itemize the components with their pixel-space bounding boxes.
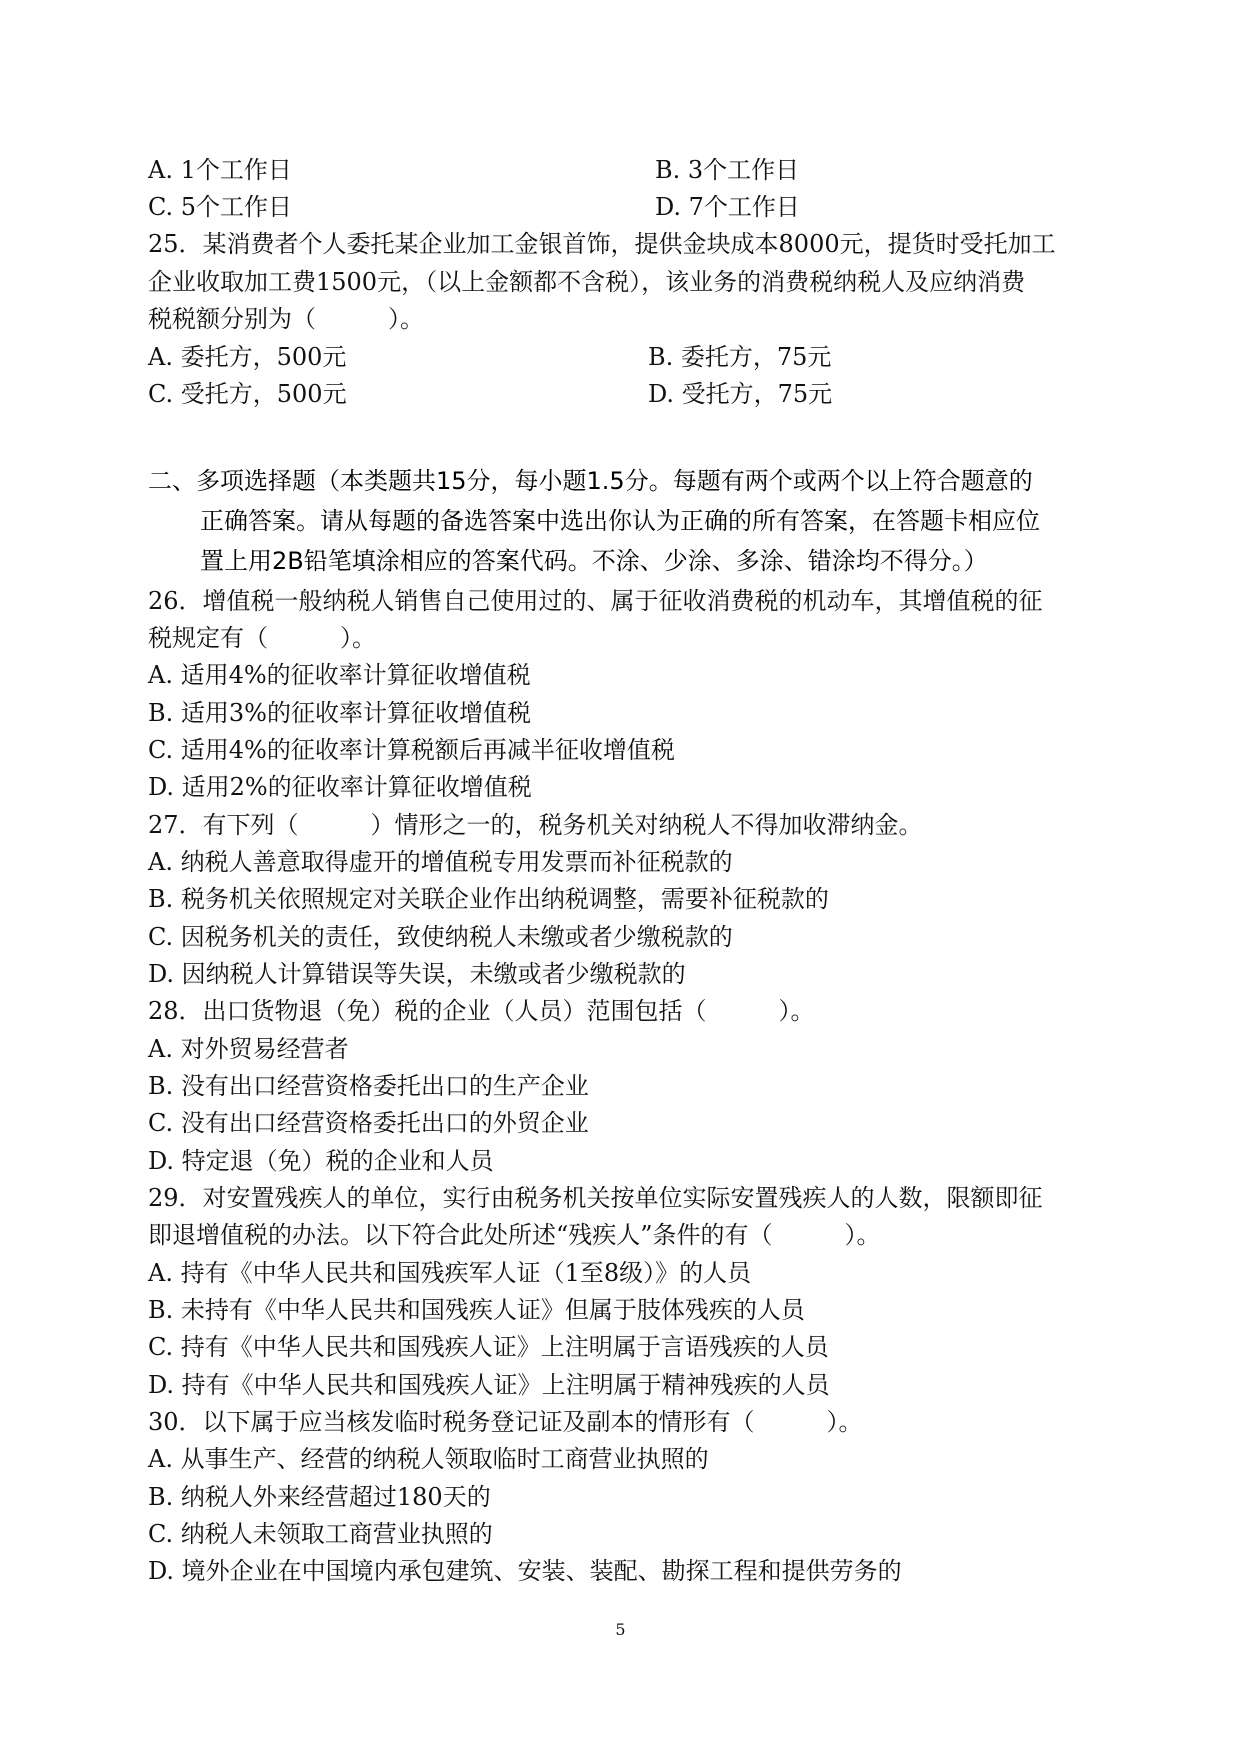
q26-option-c: C. 适用4%的征收率计算税额后再减半征收增值税 — [148, 736, 675, 764]
q28-option-d: D. 特定退（免）税的企业和人员 — [148, 1147, 494, 1175]
q26-option-d: D. 适用2%的征收率计算征收增值税 — [148, 773, 532, 801]
q25-stem-line-3: 税税额分别为（ ）。 — [148, 305, 424, 333]
q28-option-b: B. 没有出口经营资格委托出口的生产企业 — [148, 1072, 589, 1100]
q25-option-a: A. 委托方，500元 — [148, 343, 347, 371]
q28-option-a: A. 对外贸易经营者 — [148, 1035, 349, 1063]
q25-stem-line-1: 25．某消费者个人委托某企业加工金银首饰，提供金块成本8000元，提货时受托加工 — [148, 230, 1056, 258]
q24-option-a: A. 1个工作日 — [148, 156, 292, 184]
q30-option-a: A. 从事生产、经营的纳税人领取临时工商营业执照的 — [148, 1445, 709, 1473]
q27-stem-line-1: 27．有下列（ ）情形之一的，税务机关对纳税人不得加收滞纳金。 — [148, 811, 923, 839]
q26-stem-line-2: 税规定有（ ）。 — [148, 624, 376, 652]
q29-option-a: A. 持有《中华人民共和国残疾军人证（1至8级）》的人员 — [148, 1259, 752, 1287]
q30-option-b: B. 纳税人外来经营超过180天的 — [148, 1483, 491, 1511]
q26-stem-line-1: 26．增值税一般纳税人销售自己使用过的、属于征收消费税的机动车，其增值税的征 — [148, 587, 1043, 615]
q25-option-c: C. 受托方，500元 — [148, 380, 347, 408]
q29-stem-line-2: 即退增值税的办法。以下符合此处所述“残疾人”条件的有（ ）。 — [148, 1221, 881, 1249]
section2-heading-line-1: 二、多项选择题（本类题共15分，每小题1.5分。每题有两个或两个以上符合题意的 — [148, 467, 1033, 495]
q24-option-c: C. 5个工作日 — [148, 193, 293, 221]
q27-option-a: A. 纳税人善意取得虚开的增值税专用发票而补征税款的 — [148, 848, 733, 876]
q24-option-d: D. 7个工作日 — [655, 193, 800, 221]
q25-option-b: B. 委托方，75元 — [648, 343, 832, 371]
q25-stem-line-2: 企业收取加工费1500元，（以上金额都不含税），该业务的消费税纳税人及应纳消费 — [148, 268, 1026, 296]
page-number: 5 — [615, 1620, 626, 1639]
q30-option-d: D. 境外企业在中国境内承包建筑、安装、装配、勘探工程和提供劳务的 — [148, 1557, 902, 1585]
q25-option-d: D. 受托方，75元 — [648, 380, 833, 408]
q28-stem-line-1: 28．出口货物退（免）税的企业（人员）范围包括（ ）。 — [148, 997, 815, 1025]
q29-option-c: C. 持有《中华人民共和国残疾人证》上注明属于言语残疾的人员 — [148, 1333, 829, 1361]
q29-option-d: D. 持有《中华人民共和国残疾人证》上注明属于精神残疾的人员 — [148, 1371, 830, 1399]
q27-option-d: D. 因纳税人计算错误等失误，未缴或者少缴税款的 — [148, 960, 686, 988]
q26-option-a: A. 适用4%的征收率计算征收增值税 — [148, 661, 531, 689]
q29-option-b: B. 未持有《中华人民共和国残疾人证》但属于肢体残疾的人员 — [148, 1296, 805, 1324]
q30-stem-line-1: 30．以下属于应当核发临时税务登记证及副本的情形有（ ）。 — [148, 1408, 863, 1436]
section2-heading-line-3: 置上用2B铅笔填涂相应的答案代码。不涂、少涂、多涂、错涂均不得分。） — [200, 547, 988, 575]
q27-option-b: B. 税务机关依照规定对关联企业作出纳税调整，需要补征税款的 — [148, 885, 829, 913]
q29-stem-line-1: 29．对安置残疾人的单位，实行由税务机关按单位实际安置残疾人的人数，限额即征 — [148, 1184, 1043, 1212]
q30-option-c: C. 纳税人未领取工商营业执照的 — [148, 1520, 493, 1548]
section2-heading-line-2: 正确答案。请从每题的备选答案中选出你认为正确的所有答案，在答题卡相应位 — [200, 507, 1040, 535]
q26-option-b: B. 适用3%的征收率计算征收增值税 — [148, 699, 531, 727]
q27-option-c: C. 因税务机关的责任，致使纳税人未缴或者少缴税款的 — [148, 923, 733, 951]
q28-option-c: C. 没有出口经营资格委托出口的外贸企业 — [148, 1109, 589, 1137]
q24-option-b: B. 3个工作日 — [655, 156, 800, 184]
